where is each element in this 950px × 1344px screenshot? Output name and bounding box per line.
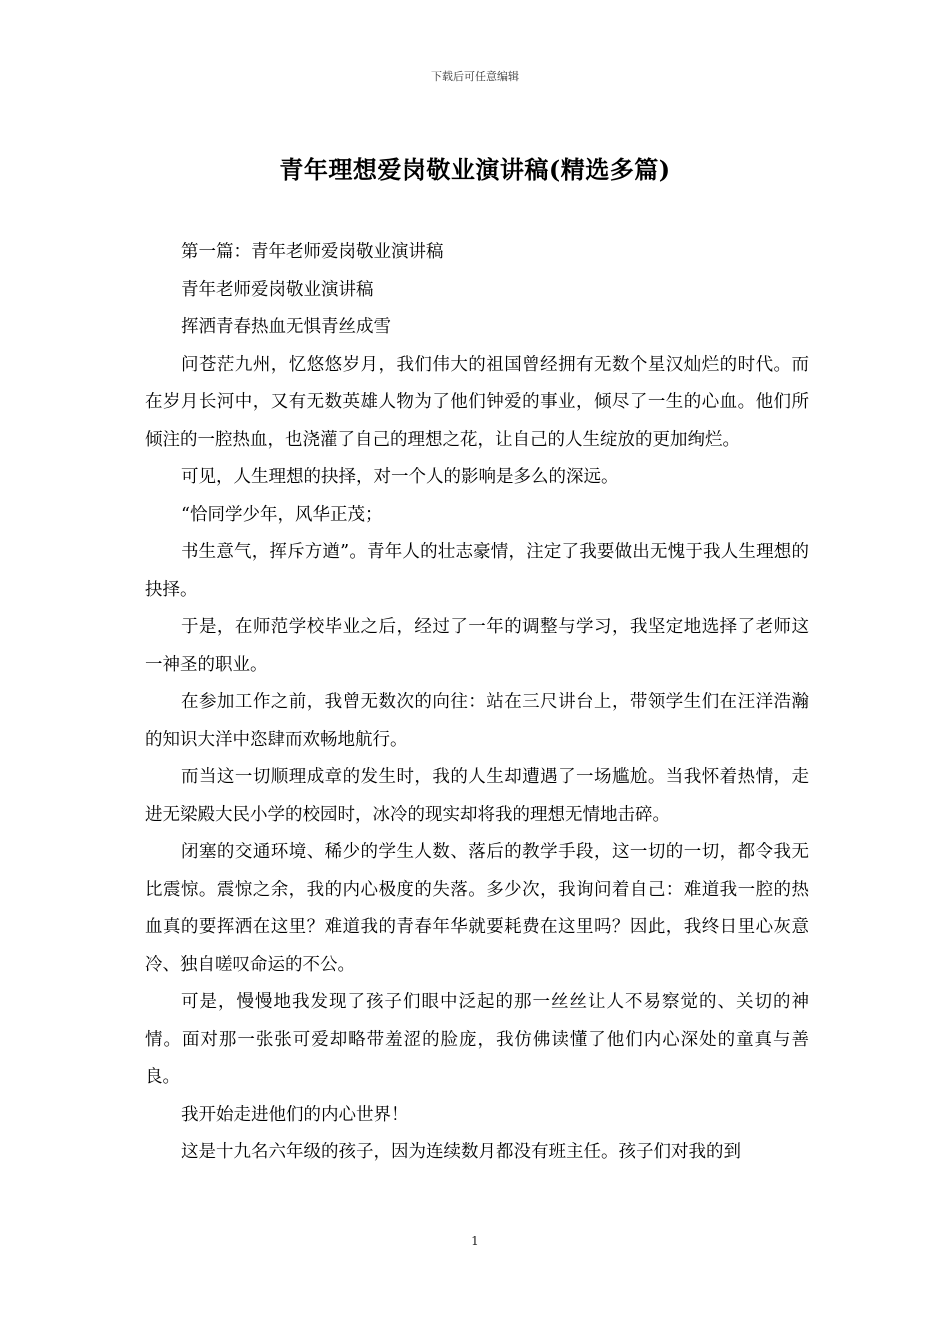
paragraph: 而当这一切顺理成章的发生时，我的人生却遭遇了一场尴尬。当我怀着热情，走进无梁殿大民小学的校园时，冰冷的现实却将我的理想无情地击碎。 — [145, 767, 809, 825]
page-number: 1 — [471, 1234, 479, 1248]
paragraph: 第一篇：青年老师爱岗敬业演讲稿 — [181, 242, 444, 262]
paragraph: 书生意气，挥斥方遒”。青年人的壮志豪情，注定了我要做出无愧于我人生理想的抉择。 — [145, 542, 809, 600]
paragraph: 可见，人生理想的抉择，对一个人的影响是多么的深远。 — [181, 467, 619, 487]
paragraph: 问苍茫九州，忆悠悠岁月，我们伟大的祖国曾经拥有无数个星汉灿烂的时代。而在岁月长河中，又有无数英雄人物为了他们钟爱的事业，倾尽了一生的心血。他们所倾注的一腔热血，也浇灌了自己的理想之花，让自己的人生绽放的更加绚烂。 — [145, 354, 809, 450]
header-note: 下载后可任意编辑 — [431, 70, 519, 83]
paragraph: 我开始走进他们的内心世界！ — [181, 1104, 409, 1125]
document-title: 青年理想爱岗敬业演讲稿(精选多篇) — [279, 155, 671, 184]
paragraph: 挥洒青春热血无惧青丝成雪 — [181, 317, 391, 337]
paragraph: 青年老师爱岗敬业演讲稿 — [181, 279, 374, 300]
paragraph: 在参加工作之前，我曾无数次的向往：站在三尺讲台上，带领学生们在汪洋浩瀚的知识大洋中恣肆而欢畅地航行。 — [145, 692, 809, 750]
paragraph: 这是十九名六年级的孩子，因为连续数月都没有班主任。孩子们对我的到 — [181, 1142, 741, 1162]
paragraph: 可是，慢慢地我发现了孩子们眼中泛起的那一丝丝让人不易察觉的、关切的神情。面对那一张张可爱却略带羞涩的脸庞，我仿佛读懂了他们内心深处的童真与善良。 — [145, 992, 809, 1087]
paragraph: “恰同学少年，风华正茂； — [181, 504, 383, 525]
paragraph: 闭塞的交通环境、稀少的学生人数、落后的教学手段，这一切的一切，都令我无比震惊。震惊之余，我的内心极度的失落。多少次，我询问着自己：难道我一腔的热血真的要挥洒在这里？难道我的青春年华就要耗费在这里吗？因此，我终日里心灰意冷、独自嗟叹命运的不公。 — [145, 842, 809, 975]
document-body — [145, 234, 809, 1172]
paragraph: 于是，在师范学校毕业之后，经过了一年的调整与学习，我坚定地选择了老师这一神圣的职业。 — [145, 617, 809, 675]
